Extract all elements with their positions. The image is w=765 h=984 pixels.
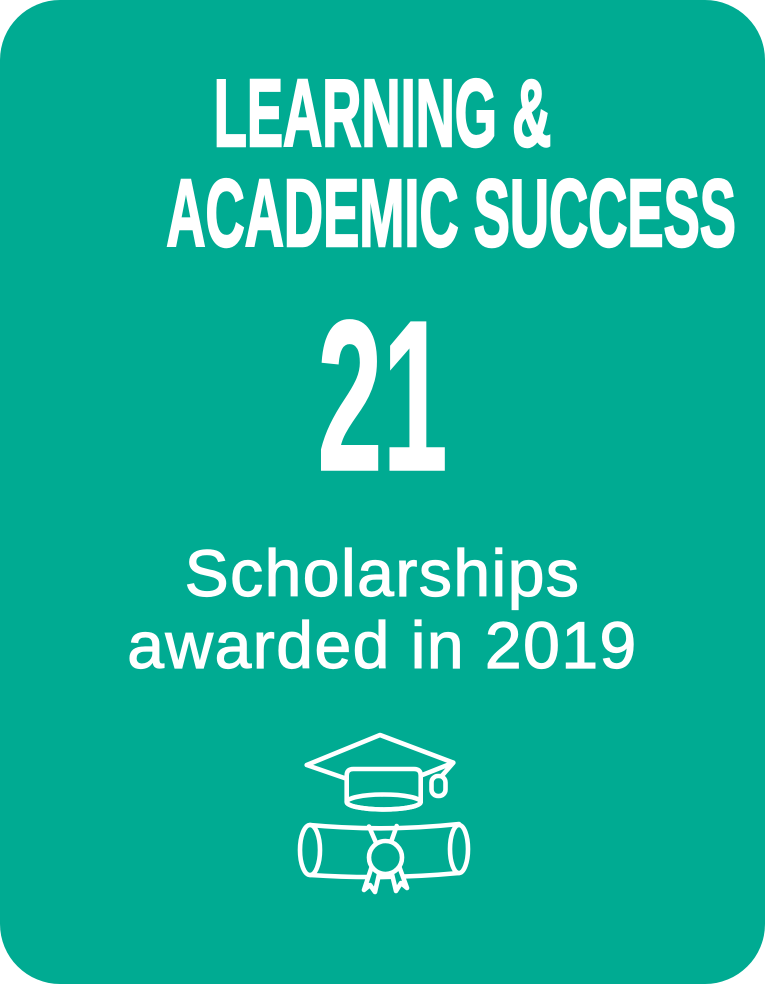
stat-caption-line-2: awarded in 2019 [127,608,638,682]
stat-caption [0,537,765,681]
card-title-line-1: LEARNING & [213,60,552,167]
diploma-scroll [300,824,468,892]
stat-number: 21 [317,275,448,516]
graduation-cap-diploma-icon [279,698,499,918]
graduation-cap [307,735,454,810]
stat-caption-line-1: Scholarships [184,536,581,610]
card-title-line-2: ACADEMIC SUCCESS [166,160,736,267]
card-title [166,60,736,267]
